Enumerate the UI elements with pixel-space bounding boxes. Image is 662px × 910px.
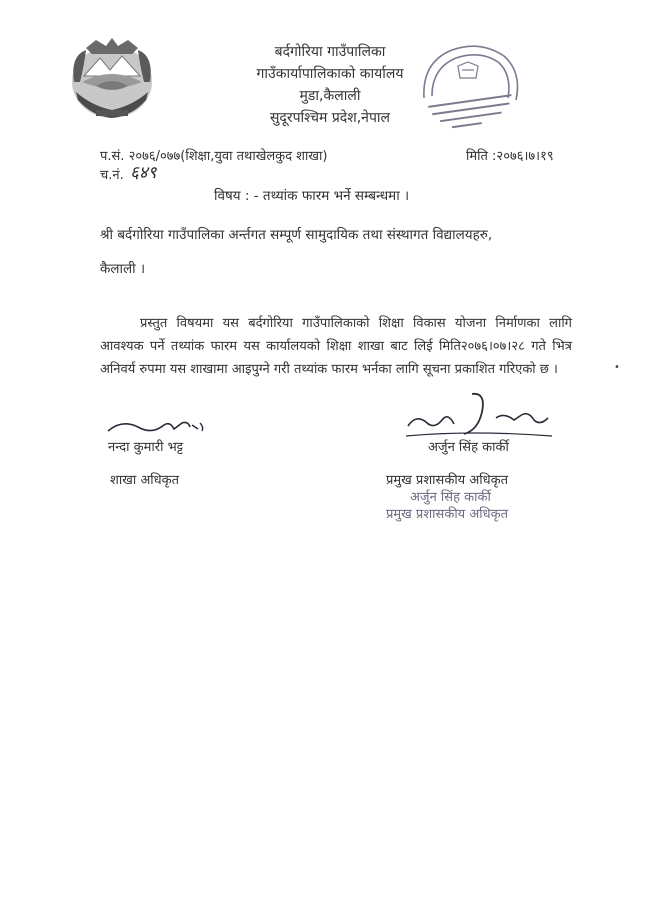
right-signatory-title: प्रमुख प्रशासकीय अधिकृत <box>386 473 509 488</box>
addressee-district: कैलाली । <box>100 261 146 277</box>
header-office: गाउँकार्यापालिकाको कार्यालय <box>256 66 404 82</box>
letter-body: प्रस्तुत विषयमा यस बर्दगोरिया गाउँपालिकाको शिक्षा विकास योजना निर्माणका लागि आवश्यक पर्ने तथ्यांक फारम यस कार्यालयको शिक्षा शाखा बाट लिई मिति२०७६।०७।२८ गते भित्र अनिवर्य रुपमा यस शाखामा आइपुग्ने गरी तथ्यांक फारम भर्नका लागि सूचना प्रकाशित गरिएको छ । <box>100 316 572 377</box>
header-municipality: बर्दगोरिया गाउँपालिका <box>274 44 386 60</box>
header-location: मुडा,कैलाली <box>299 88 361 104</box>
rubber-stamp-title: प्रमुख प्रशासकीय अधिकृत <box>386 507 509 522</box>
letter-date: मिति :२०७६।७।१९ <box>466 149 554 164</box>
subject-line: विषय : - तथ्यांक फारम भर्ने सम्बन्धमा । <box>214 188 410 204</box>
right-signatory-name: अर्जुन सिंह कार्की <box>428 440 509 455</box>
dispatch-number-label: च.नं. <box>100 168 124 183</box>
header-province: सुदूरपश्चिम प्रदेश,नेपाल <box>269 110 391 126</box>
reference-number: प.सं. २०७६/०७७(शिक्षा,युवा तथाखेलकुद शाखा) <box>100 149 328 164</box>
dispatch-number: ६४९ <box>130 163 157 183</box>
margin-mark: • <box>614 362 620 373</box>
addressee-line: श्री बर्दगोरिया गाउँपालिका अर्न्तगत सम्पूर्ण सामुदायिक तथा संस्थागत विद्यालयहरु, <box>100 227 493 243</box>
left-signatory-name: नन्दा कुमारी भट्ट <box>108 440 184 455</box>
office-seal-stamp <box>418 42 524 138</box>
nepal-emblem-icon <box>66 36 158 122</box>
left-signatory-title: शाखा अधिकृत <box>110 473 180 488</box>
rubber-stamp-name: अर्जुन सिंह कार्की <box>410 490 491 505</box>
